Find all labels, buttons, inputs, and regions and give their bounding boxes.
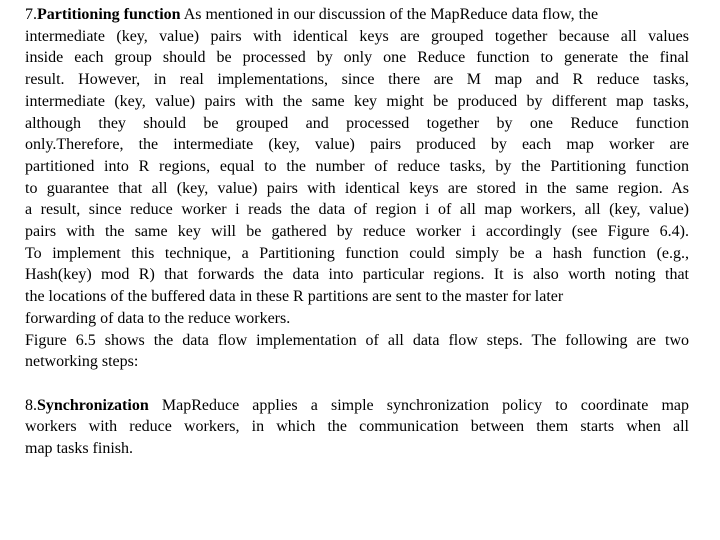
paragraph-spacer <box>25 373 695 395</box>
section-7-line: result. However, in real implementations, since there are M map and R reduce tasks, <box>25 71 689 89</box>
section-8-line: map tasks finish. <box>25 440 133 458</box>
section-7-line: intermediate (key, value) pairs with identical keys are grouped together because all values <box>25 27 689 45</box>
section-8-first-line <box>25 395 689 417</box>
section-7-line: As mentioned in our discussion of the MapReduce data flow, the <box>183 6 599 23</box>
section-8-number: 8. <box>25 396 37 414</box>
section-8-heading: Synchronization <box>37 396 149 414</box>
section-8-line: MapReduce applies a simple synchronization policy to coordinate map <box>161 396 690 414</box>
section-7-line: only.Therefore, the intermediate (key, value) pairs produced by each map worker are <box>25 136 689 154</box>
section-7-line: to guarantee that all (key, value) pairs with identical keys are stored in the same region. As <box>25 179 689 197</box>
section-7-line: inside each group should be processed by only one Reduce function to generate the final <box>25 49 689 67</box>
section-7-line: forwarding of data to the reduce workers. <box>25 309 291 327</box>
section-7-line: although they should be grouped and processed together by one Reduce function <box>25 114 689 132</box>
section-7-line: pairs with the same key will be gathered by reduce worker i accordingly (see Figure 6.4). <box>25 223 689 241</box>
section-7-first-line <box>25 4 695 26</box>
section-7-line: networking steps: <box>25 353 139 371</box>
section-7-line: partitioned into R regions, equal to the number of reduce tasks, by the Partitioning function <box>25 157 689 175</box>
section-8-line: workers with reduce workers, in which the communication between them starts when all <box>25 418 689 436</box>
document-body <box>25 4 695 460</box>
section-7-line: the locations of the buffered data in these R partitions are sent to the master for later <box>25 288 564 306</box>
section-7-number: 7. <box>25 6 37 23</box>
section-7-line: intermediate (key, value) pairs with the same key might be produced by different map tasks, <box>25 92 689 110</box>
section-7-heading: Partitioning function <box>37 6 181 23</box>
section-7-line: To implement this technique, a Partitioning function could simply be a hash function (e.g., <box>25 244 689 262</box>
section-7-line: a result, since reduce worker i reads the data of region i of all map workers, all (key, value) <box>25 201 689 219</box>
section-7-line: Figure 6.5 shows the data flow implementation of all data flow steps. The following are two <box>25 331 689 349</box>
section-7-line: Hash(key) mod R) that forwards the data into particular regions. It is also worth noting that <box>25 266 689 284</box>
